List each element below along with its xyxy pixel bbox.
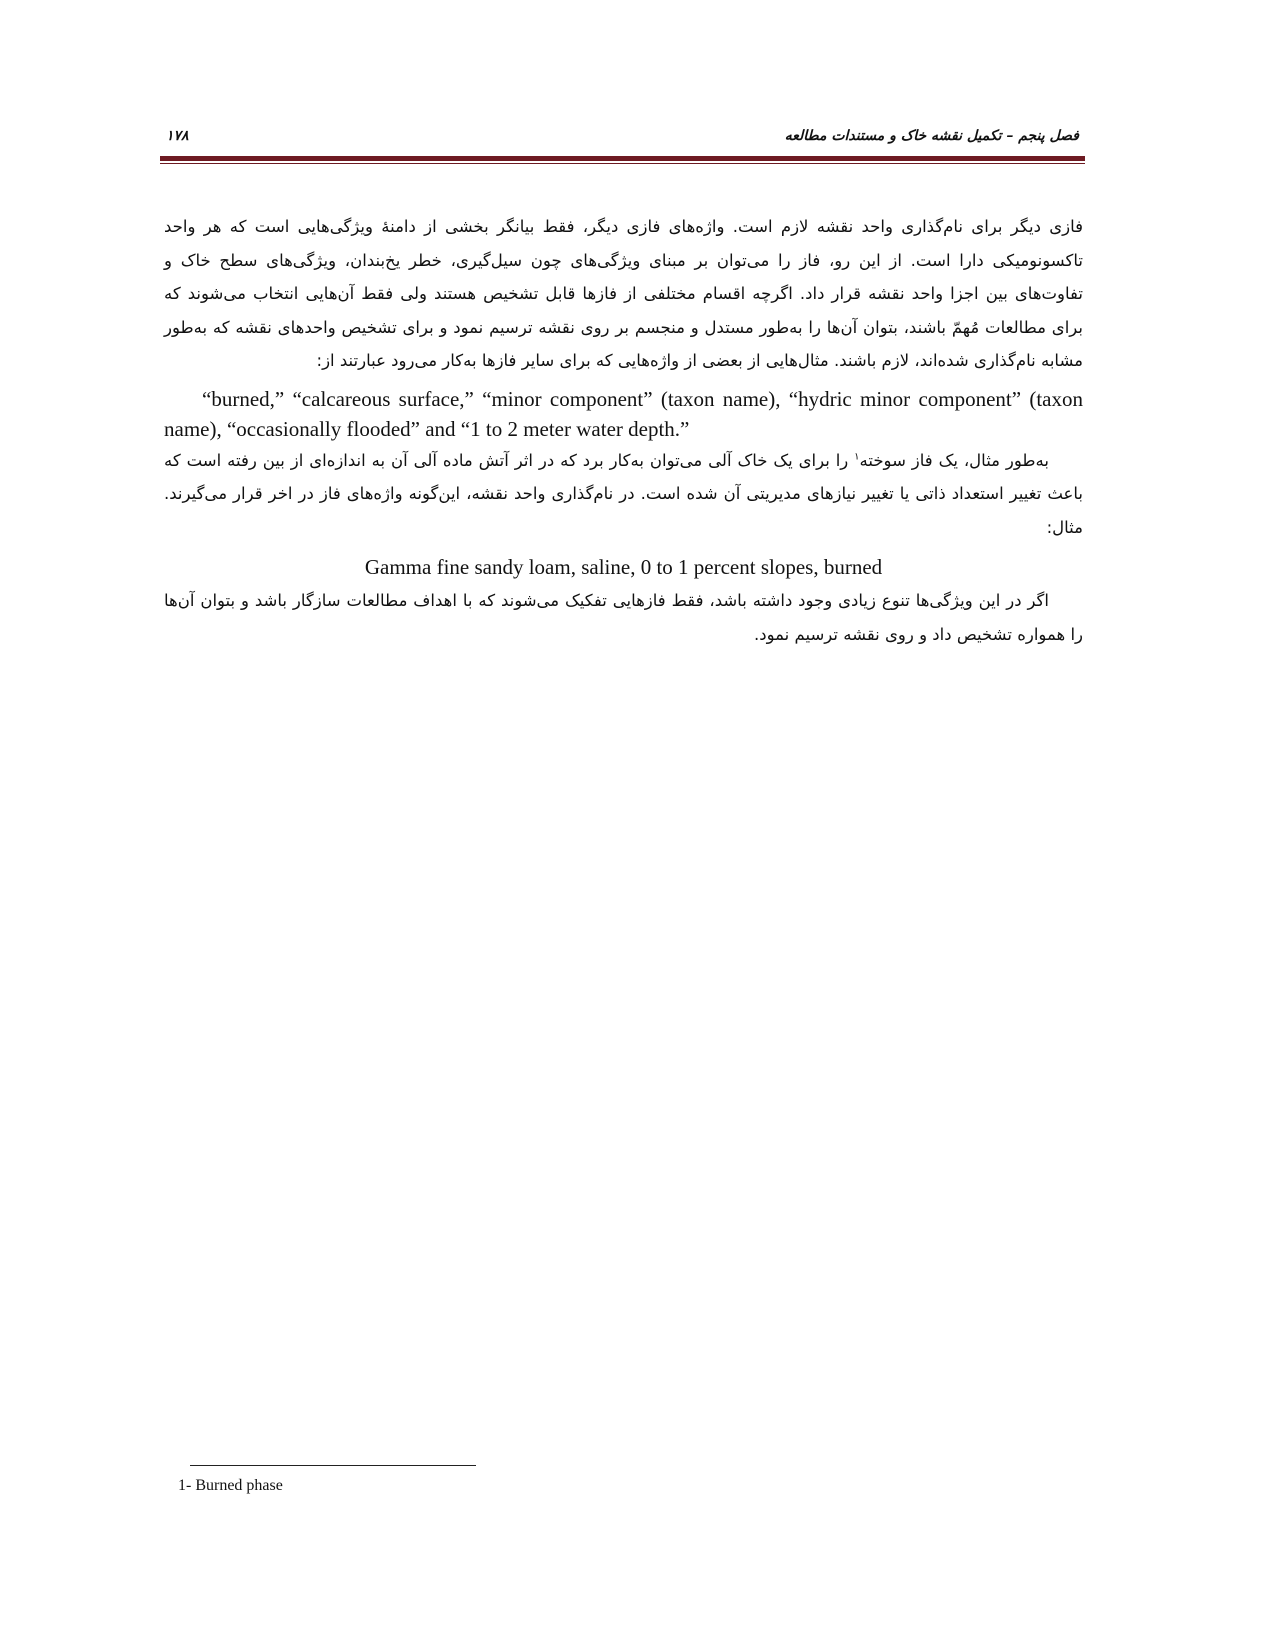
page-header [160,124,1085,158]
body-paragraph-1: فازی دیگر برای نام‌گذاری واحد نقشه لازم است. واژه‌های فازی دیگر، فقط بیانگر بخشی از دامنهٔ ویژگی‌هایی است که هر واحد تاکسونومیکی دارا است. از این رو، فاز را می‌توان بر مبنای ویژگی‌های چون سیل‌گیری، خطر یخ‌بندان، ویژگی‌های سطح خاک و تفاوت‌های بین اجزا واحد نقشه قرار داد. اگرچه اقسام مختلفی از فازها قابل تشخیص هستند ولی فقط آن‌هایی انتخاب می‌شوند که برای مطالعات مُهمّ باشند، بتوان آن‌ها را به‌طور مستدل و منجسم بر روی نقشه ترسیم نمود و برای تشخیص واحدهای نقشه که به‌طور مشابه نام‌گذاری شده‌اند، لازم باشند. مثال‌هایی از بعضی از واژه‌هایی که برای سایر فازها به‌کار می‌رود عبارتند از: [164,217,1083,370]
header-rule-thick [160,156,1085,161]
footnote-separator [190,1465,476,1466]
running-title: فصل پنجم – تکمیل نقشه خاک و مستندات مطالعه [784,128,1079,144]
map-unit-example: Gamma fine sandy loam, saline, 0 to 1 percent slopes, burned [364,555,883,579]
paragraph-2-rest: را برای یک خاک آلی می‌توان به‌کار برد که در اثر آتش ماده آلی آن به اندازه‌ای از بین رفته است که باعث تغییر استعداد ذاتی یا تغییر نیازهای مدیریتی آن شده است. در نام‌گذاری واحد نقشه، این‌گونه واژه‌های فاز در اخر قرار می‌گیرند. مثال: [164,450,1083,537]
page-number: ۱۷۸ [166,128,189,144]
phase-terms-quote: “burned,” “calcareous surface,” “minor component” (taxon name), “hydric minor component” (taxon name), “occasionally flooded” and “1 to 2 meter water depth.” [164,386,1083,441]
footnote-text: 1- Burned phase [178,1477,283,1494]
paragraph-2-lead: به‌طور مثال، یک فاز سوخته [859,450,1049,470]
main-content [164,210,1083,651]
header-rule-thin [160,163,1085,164]
footnote-reference[interactable]: ۱ [854,451,860,462]
body-paragraph-2 [164,444,1083,545]
body-paragraph-3: اگر در این ویژگی‌ها تنوع زیادی وجود داشته باشد، فقط فازهایی تفکیک می‌شوند که با اهداف مطالعات سازگار باشد و بتوان آن‌ها را همواره تشخیص داد و روی نقشه ترسیم نمود. [164,591,1083,644]
